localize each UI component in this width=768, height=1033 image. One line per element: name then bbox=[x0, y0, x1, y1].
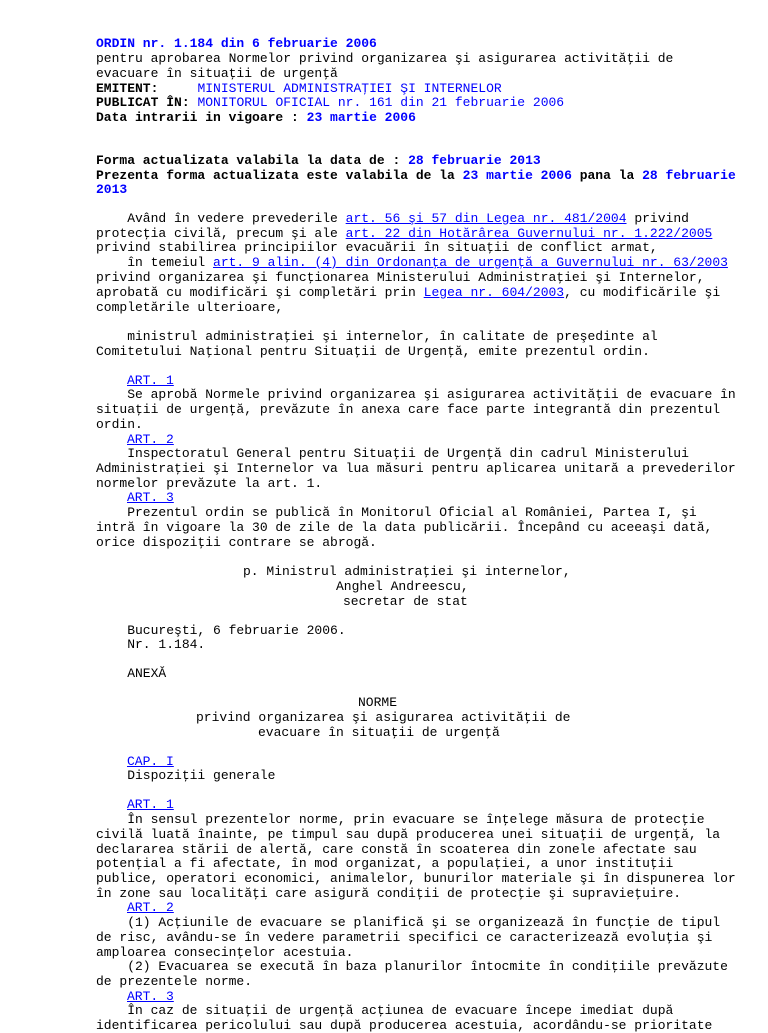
preamble-line bbox=[96, 211, 689, 226]
article-text: intră în vigoare la 30 de zile de la data publicării. Începând cu aceeaşi dată, bbox=[96, 520, 713, 535]
preamble-text: protecţia civilă, precum şi ale bbox=[96, 226, 338, 241]
article-label bbox=[127, 432, 174, 447]
anexa-art-2-link[interactable]: ART. 2 bbox=[127, 900, 174, 915]
law-link[interactable]: art. 56 şi 57 din Legea nr. 481/2004 bbox=[345, 211, 627, 226]
preamble-text: privind bbox=[626, 211, 689, 226]
emitent-value: MINISTERUL ADMINISTRAŢIEI ŞI INTERNELOR bbox=[197, 81, 502, 96]
emitent-label: EMITENT: bbox=[96, 81, 159, 96]
publicat-value: MONITORUL OFICIAL nr. 161 din 21 februarie 2006 bbox=[197, 95, 565, 110]
forma-validity-row bbox=[96, 168, 736, 183]
validity-from-date: 23 martie 2006 bbox=[462, 168, 572, 183]
article-text: orice dispoziţii contrare se abrogă. bbox=[96, 535, 377, 550]
norme-title: NORME bbox=[358, 695, 398, 710]
intrare-value: 23 martie 2006 bbox=[306, 110, 416, 125]
validity-to-date: 28 februarie bbox=[642, 168, 736, 183]
article-text: amploarea consecinţelor acestuia. bbox=[96, 945, 354, 960]
signature-title: secretar de stat bbox=[343, 594, 468, 609]
lege-604-link[interactable]: Legea nr. 604/2003 bbox=[423, 285, 565, 300]
article-text: normelor prevăzute la art. 1. bbox=[96, 476, 323, 491]
article-text: În sensul prezentelor norme, prin evacuare se înţelege măsura de protecţie bbox=[96, 812, 705, 827]
minister-line: ministrul administraţiei şi internelor, în calitate de preşedinte al bbox=[96, 329, 658, 344]
place-date: Bucureşti, 6 februarie 2006. bbox=[96, 623, 346, 638]
norme-subtitle: privind organizarea şi asigurarea activităţii de bbox=[196, 710, 571, 725]
article-text: Prezentul ordin se publică în Monitorul Oficial al României, Partea I, şi bbox=[96, 505, 697, 520]
article-text: Se aprobă Normele privind organizarea şi asigurarea activităţii de evacuare în bbox=[96, 387, 736, 402]
preamble-line: privind organizarea şi funcţionarea Ministerului Administraţiei şi Internelor, bbox=[96, 270, 705, 285]
article-text: ordin. bbox=[96, 417, 143, 432]
article-text: declararea stării de alertă, care constă în scoaterea din zonele afectate sau bbox=[96, 842, 697, 857]
article-text: potenţial a fi afectate, în mod organizat, a populaţiei, a unor instituţii bbox=[96, 856, 674, 871]
signature-line: p. Ministrul administraţiei şi internelor, bbox=[243, 564, 571, 579]
article-text: publice, operatori economici, animalelor, bunurilor materiale şi în dispunerea lor bbox=[96, 871, 736, 886]
norme-subtitle: evacuare în situaţii de urgenţă bbox=[258, 725, 500, 740]
article-label bbox=[127, 900, 174, 915]
forma-actualizata-row bbox=[96, 153, 541, 168]
article-label bbox=[127, 373, 174, 388]
intrare-label: Data intrarii in vigoare : bbox=[96, 110, 299, 125]
preamble-line bbox=[96, 255, 728, 270]
anexa-art-1-link[interactable]: ART. 1 bbox=[127, 797, 174, 812]
article-label bbox=[127, 989, 174, 1004]
article-text: (1) Acţiunile de evacuare se planifică şi se organizează în funcţie de tipul bbox=[96, 915, 721, 930]
article-label bbox=[127, 490, 174, 505]
validity-mid: pana la bbox=[579, 168, 635, 183]
publicat-label: PUBLICAT ÎN: bbox=[96, 95, 190, 110]
article-text: (2) Evacuarea se execută în baza planurilor întocmite în condiţiile prevăzute bbox=[96, 959, 728, 974]
validity-label: Prezenta forma actualizata este valabila de la bbox=[96, 168, 455, 183]
ordin-subject-line: evacuare în situaţii de urgenţă bbox=[96, 66, 338, 81]
article-text: în zone sau localităţi care asigură condiţii de protecţie şi supravieţuire. bbox=[96, 886, 682, 901]
article-text: de prezentele norme. bbox=[96, 974, 253, 989]
article-text: civilă luată înainte, pe timpul sau după producerea unei situaţii de urgenţă, la bbox=[96, 827, 721, 842]
preamble-text: , cu modificările şi bbox=[564, 285, 721, 300]
order-number: Nr. 1.184. bbox=[96, 637, 206, 652]
publicat-row bbox=[96, 95, 564, 110]
preamble-text: aprobată cu modificări şi completări prin bbox=[96, 285, 416, 300]
art-3-link[interactable]: ART. 3 bbox=[127, 490, 174, 505]
minister-line: Comitetului Naţional pentru Situaţii de Urgenţă, emite prezentul ordin. bbox=[96, 344, 650, 359]
forma-date: 28 februarie 2013 bbox=[408, 153, 541, 168]
preamble-line: privind stabilirea principiilor evacuării în situaţii de conflict armat, bbox=[96, 240, 658, 255]
chapter-label bbox=[127, 754, 174, 769]
preamble-line: completările ulterioare, bbox=[96, 300, 284, 315]
preamble-text: în temeiul bbox=[96, 255, 206, 270]
preamble-line bbox=[96, 285, 720, 300]
article-text: Inspectoratul General pentru Situaţii de Urgenţă din cadrul Ministerului bbox=[96, 446, 689, 461]
article-text: identificarea pericolului sau după producerea acestuia, acordându-se prioritate bbox=[96, 1018, 713, 1033]
anexa-art-3-link[interactable]: ART. 3 bbox=[127, 989, 174, 1004]
validity-to-date-cont: 2013 bbox=[96, 182, 128, 197]
ordonanta-link[interactable]: art. 9 alin. (4) din Ordonanţa de urgenţă a Guvernului nr. 63/2003 bbox=[213, 255, 728, 270]
article-label bbox=[127, 797, 174, 812]
article-text: situaţii de urgenţă, prevăzute în anexa care face parte integrantă din prezentul bbox=[96, 402, 721, 417]
chapter-title: Dispoziţii generale bbox=[96, 768, 276, 783]
signature-name: Anghel Andreescu, bbox=[336, 579, 469, 594]
anexa-label: ANEXĂ bbox=[96, 666, 167, 681]
art-1-link[interactable]: ART. 1 bbox=[127, 373, 174, 388]
preamble-line bbox=[96, 226, 712, 241]
cap-1-link[interactable]: CAP. I bbox=[127, 754, 174, 769]
ordin-subject-line: pentru aprobarea Normelor privind organizarea şi asigurarea activităţii de bbox=[96, 51, 674, 66]
hg-link[interactable]: art. 22 din Hotărârea Guvernului nr. 1.222/2005 bbox=[345, 226, 713, 241]
article-text: În caz de situaţii de urgenţă acţiunea de evacuare începe imediat după bbox=[96, 1003, 674, 1018]
forma-label: Forma actualizata valabila la data de : bbox=[96, 153, 401, 168]
intrare-row bbox=[96, 110, 416, 125]
ordin-title: ORDIN nr. 1.184 din 6 februarie 2006 bbox=[96, 36, 377, 51]
art-2-link[interactable]: ART. 2 bbox=[127, 432, 174, 447]
article-text: Administraţiei şi Internelor va lua măsuri pentru aplicarea unitară a prevederilor bbox=[96, 461, 736, 476]
article-text: de risc, avându-se în vedere parametrii specifici ce caracterizează evoluţia şi bbox=[96, 930, 713, 945]
preamble-text: Având în vedere prevederile bbox=[96, 211, 338, 226]
emitent-row bbox=[96, 81, 502, 96]
